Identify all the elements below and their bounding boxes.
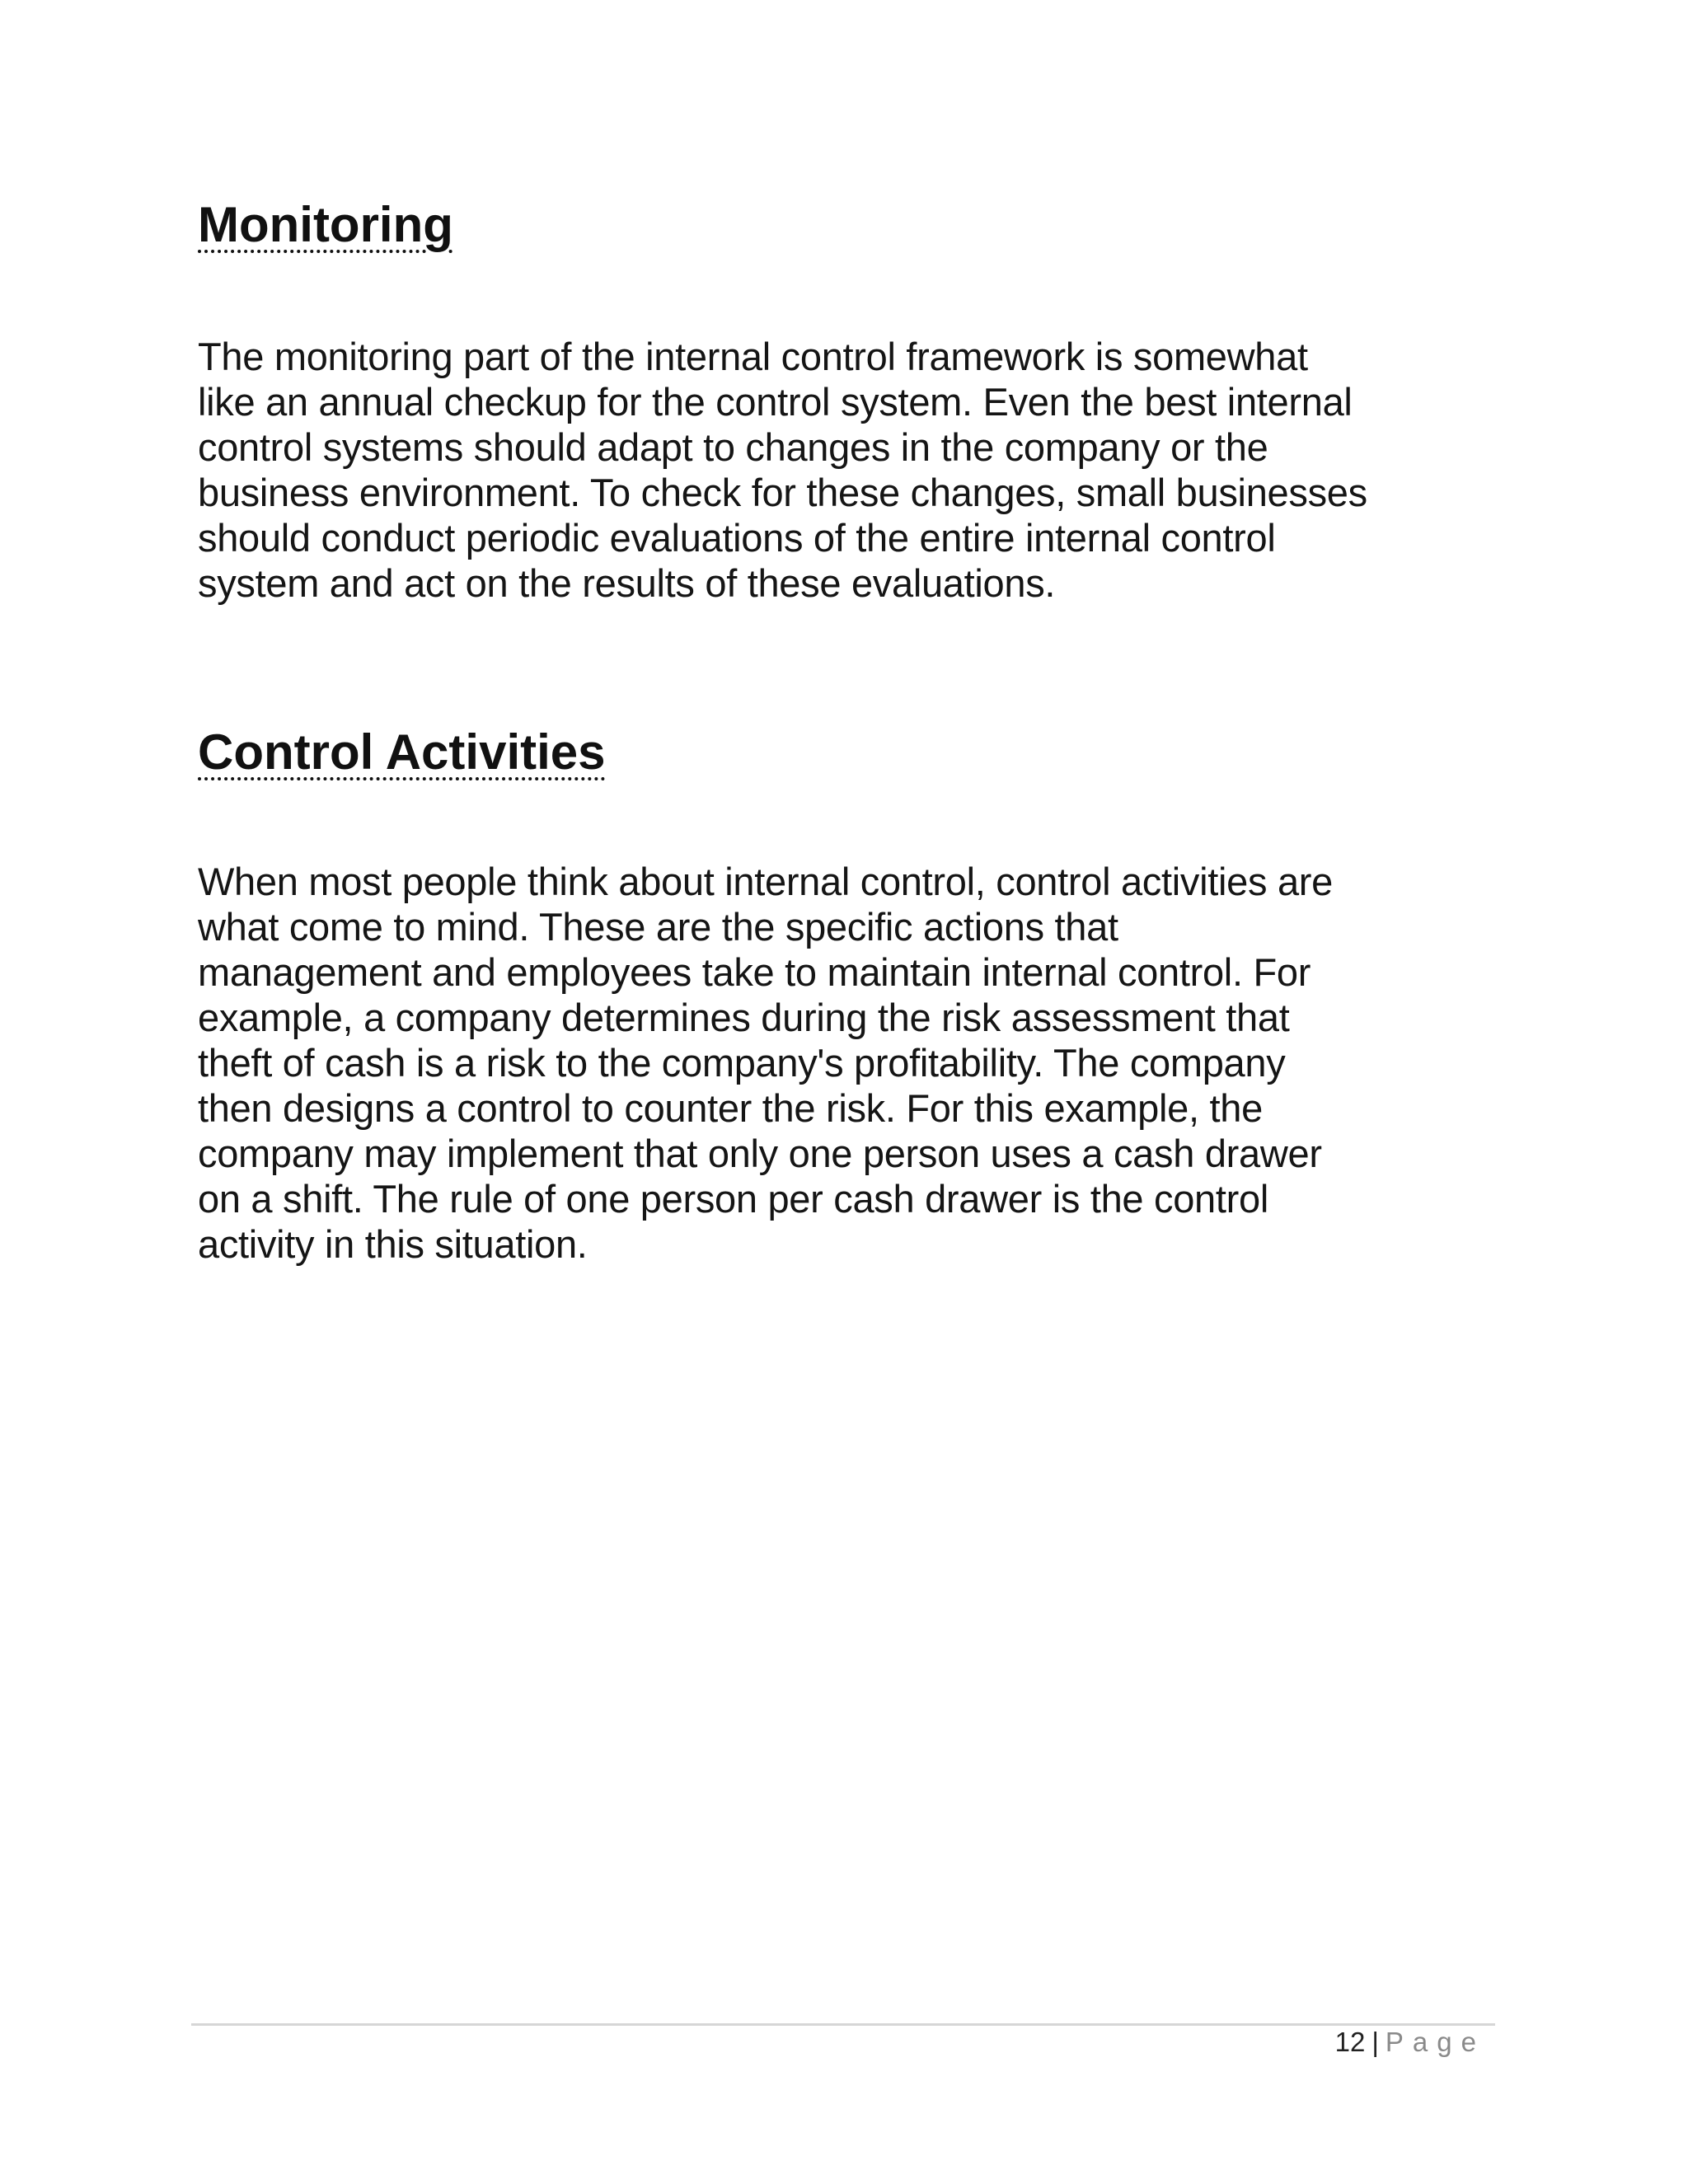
- paragraph-line: like an annual checkup for the control system. Even the best internal: [198, 380, 1353, 424]
- paragraph-line: what come to mind. These are the specific actions that: [198, 905, 1118, 949]
- paragraph-line: example, a company determines during the risk assessment that: [198, 996, 1290, 1039]
- paragraph-line: system and act on the results of these evaluations.: [198, 561, 1056, 605]
- footer-divider: [191, 2023, 1495, 2026]
- paragraph-line: company may implement that only one person uses a cash drawer: [198, 1132, 1322, 1175]
- paragraph-line: then designs a control to counter the risk. For this example, the: [198, 1086, 1263, 1130]
- paragraph-monitoring: [198, 334, 1525, 606]
- paragraph-line: The monitoring part of the internal control framework is somewhat: [198, 335, 1308, 378]
- paragraph-line: control systems should adapt to changes in the company or the: [198, 425, 1268, 469]
- page-label: Page: [1385, 2027, 1485, 2057]
- section-heading-control-activities: Control Activities: [198, 724, 606, 780]
- paragraph-line: management and employees take to maintain internal control. For: [198, 950, 1311, 994]
- page-footer: [1335, 2026, 1485, 2059]
- paragraph-control-activities: [198, 859, 1525, 1267]
- paragraph-line: on a shift. The rule of one person per cash drawer is the control: [198, 1177, 1268, 1221]
- footer-separator: |: [1372, 2027, 1379, 2057]
- page-number: 12: [1334, 2027, 1366, 2057]
- paragraph-line: should conduct periodic evaluations of the entire internal control: [198, 516, 1276, 560]
- paragraph-line: When most people think about internal control, control activities are: [198, 860, 1333, 903]
- paragraph-line: business environment. To check for these changes, small businesses: [198, 471, 1367, 514]
- paragraph-line: activity in this situation.: [198, 1222, 588, 1266]
- paragraph-line: theft of cash is a risk to the company's profitability. The company: [198, 1041, 1286, 1085]
- section-heading-monitoring: Monitoring: [198, 197, 453, 252]
